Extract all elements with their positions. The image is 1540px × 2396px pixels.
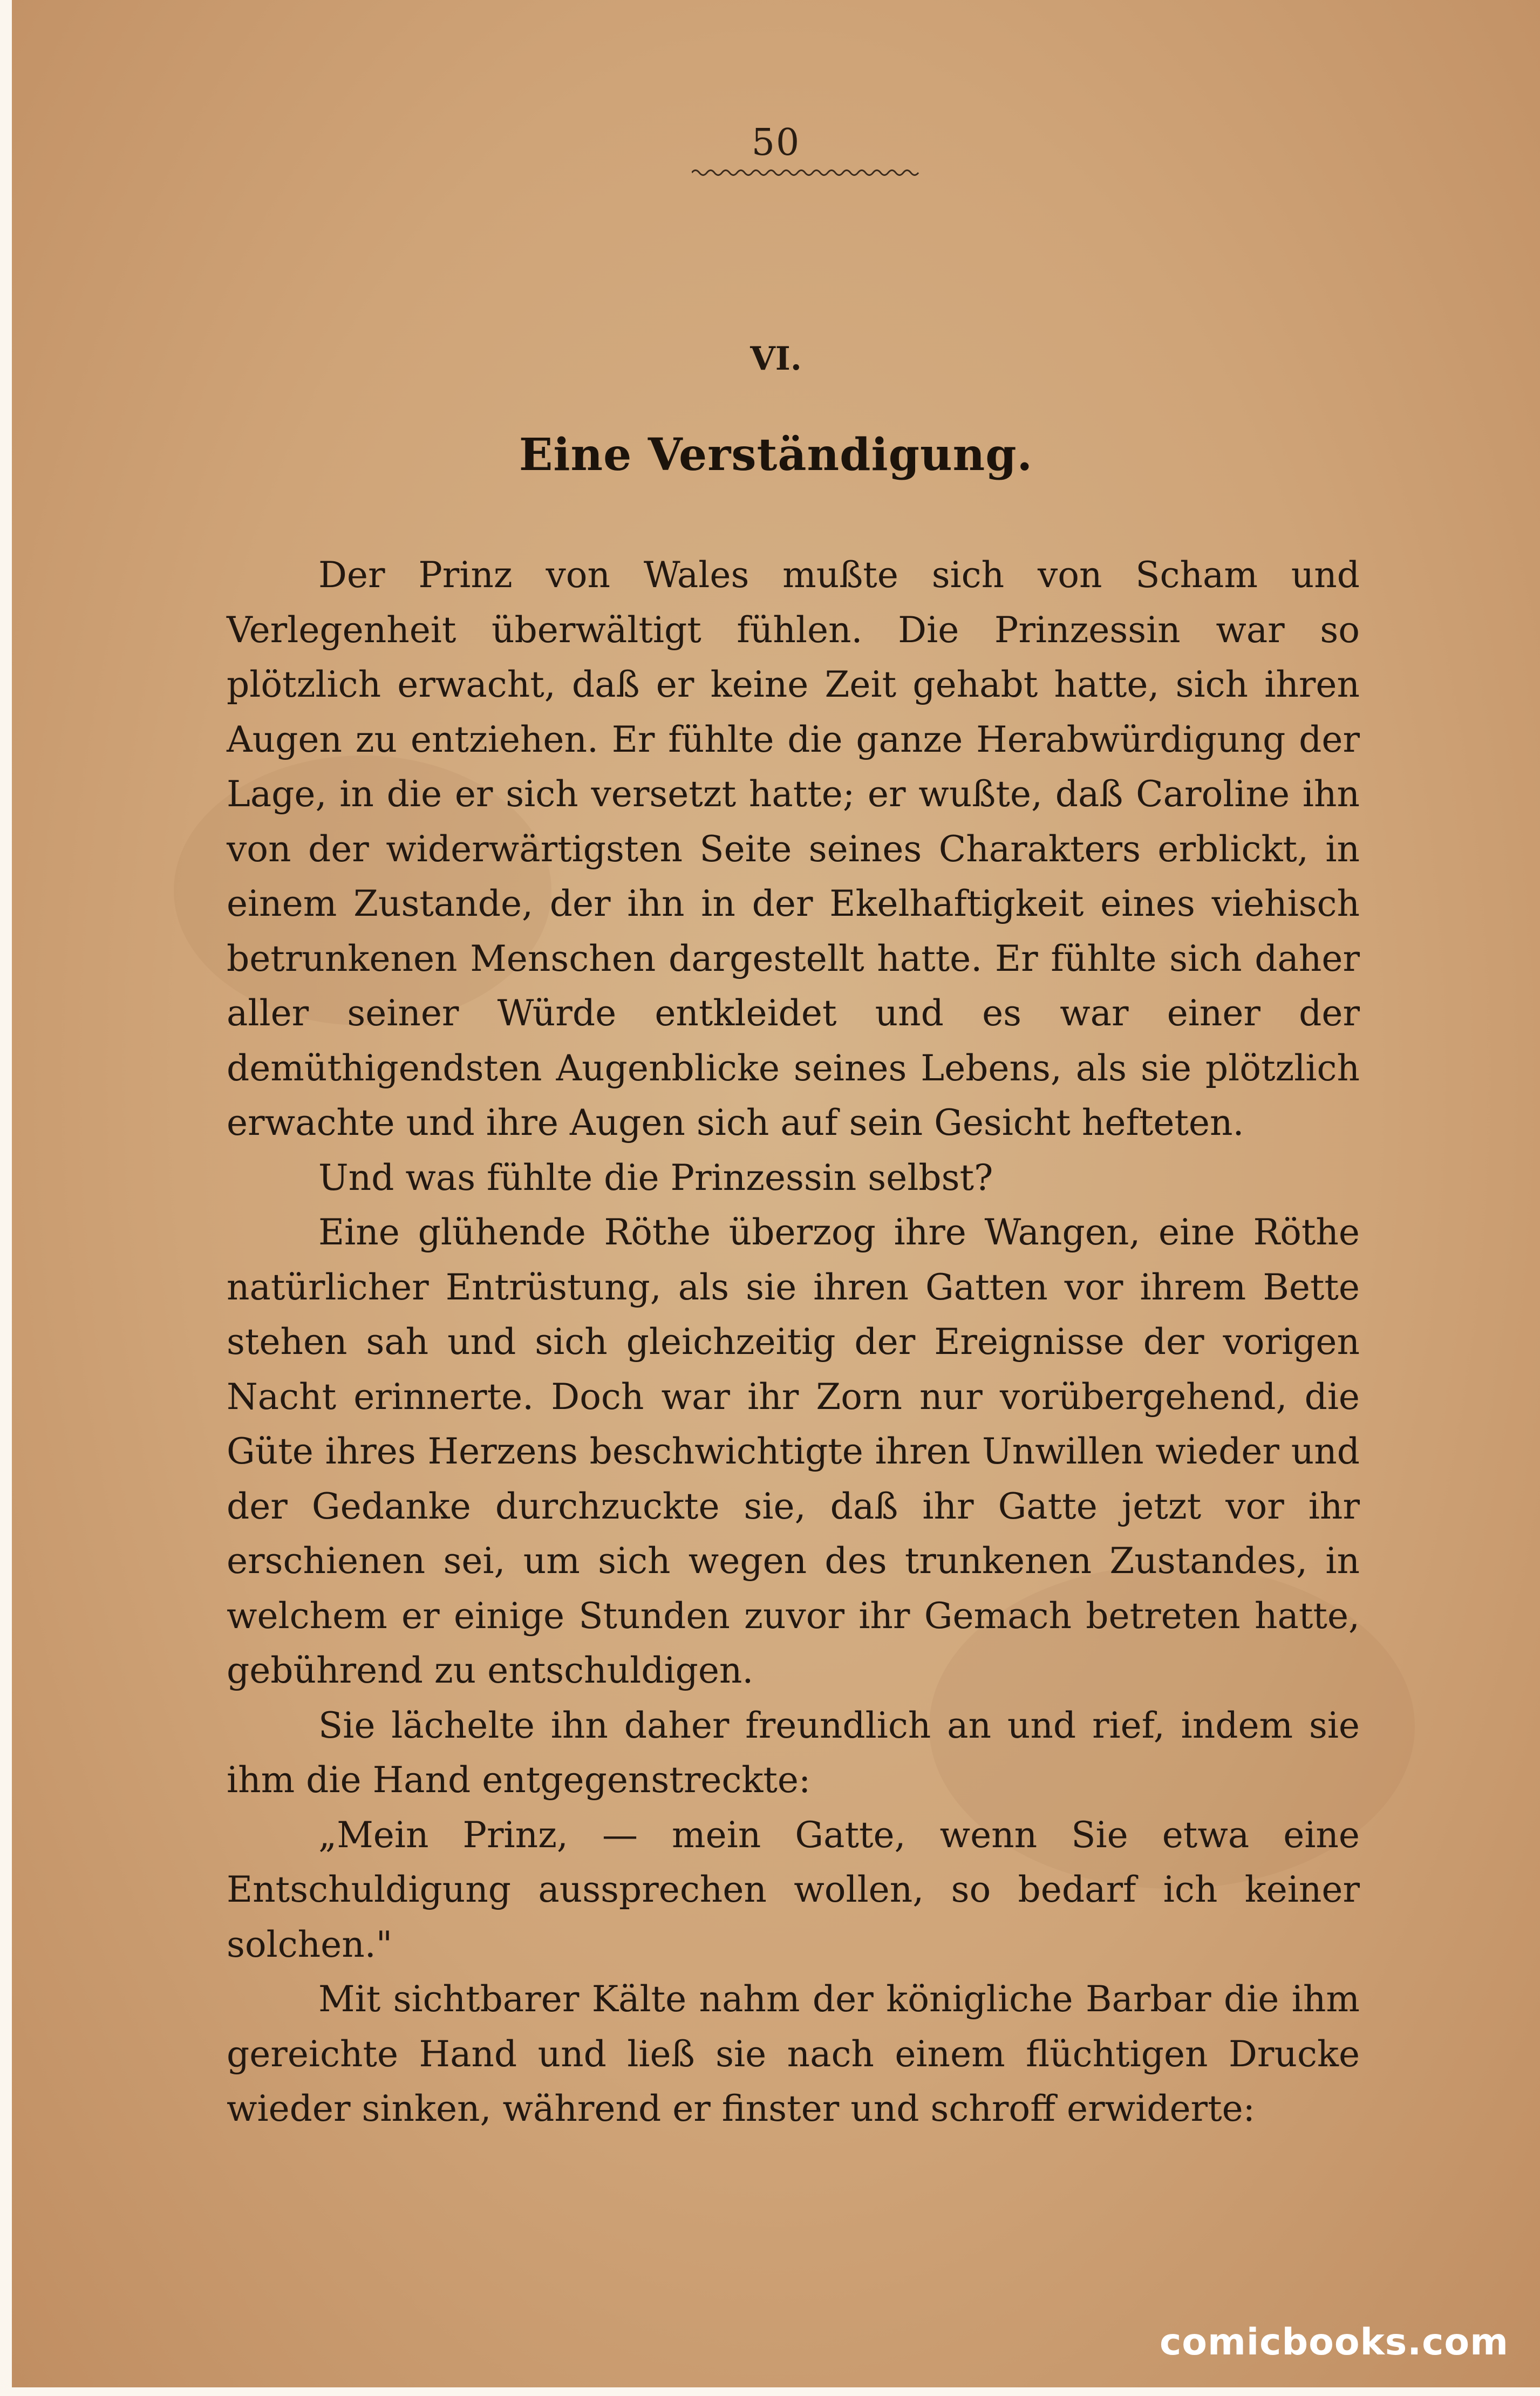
chapter-title: Eine Verständigung. <box>519 429 1033 481</box>
page-number: 50 <box>751 121 801 164</box>
paragraph: Eine glühende Röthe überzog ihre Wangen, eine Röthe natürlicher Entrüstung, als sie ihren Gatten vor ihrem Bette stehen sah und sich gleichzeitig der Ereignisse der vorigen Nacht erinnerte. Doch war ihr Zorn nur vorübergehend, die Güte ihres Herzens beschwichtigte ihren Unwillen wieder und der Gedanke durchzuckte sie, daß ihr Gatte jetzt vor ihr erschienen sei, um sich wegen des trunkenen Zustandes, in welchem er einige Stunden zuvor ihr Gemach betreten hatte, gebührend zu entschuldigen. <box>227 1211 1360 1691</box>
wavy-rule-ornament <box>692 165 924 181</box>
watermark: comicbooks.com <box>1159 2321 1509 2364</box>
chapter-number: VI. <box>750 340 802 378</box>
paragraph: Und was fühlte die Prinzessin selbst? <box>318 1156 993 1199</box>
book-page <box>12 0 1540 2387</box>
paragraph: Der Prinz von Wales mußte sich von Scham und Verlegenheit überwältigt fühlen. Die Prinzessin war so plötzlich erwacht, daß er keine Zeit gehabt hatte, sich ihren Augen zu entziehen. Er fühlte die ganze Herabwürdigung der Lage, in die er sich versetzt hatte; er wußte, daß Caroline ihn von der widerwärtigsten Seite seines Charakters erblickt, in einem Zustande, der ihn in der Ekelhaftigkeit eines viehisch betrunkenen Menschen dargestellt hatte. Er fühlte sich daher aller seiner Würde entkleidet und es war einer der demüthigendsten Augenblicke seines Lebens, als sie plötzlich erwachte und ihre Augen sich auf sein Gesicht hefteten. <box>227 554 1360 1143</box>
body-text <box>227 548 1360 2136</box>
paragraph: Mit sichtbarer Kälte nahm der königliche Barbar die ihm gereichte Hand und ließ sie nach einem flüchtigen Drucke wieder sinken, während er finster und schroff erwiderte: <box>227 1978 1360 2129</box>
paragraph: „Mein Prinz, — mein Gatte, wenn Sie etwa eine Entschuldigung aussprechen wollen, so bedarf ich keiner solchen." <box>227 1814 1360 1965</box>
paragraph: Sie lächelte ihn daher freundlich an und rief, indem sie ihm die Hand entgegenstreckte: <box>227 1704 1360 1801</box>
